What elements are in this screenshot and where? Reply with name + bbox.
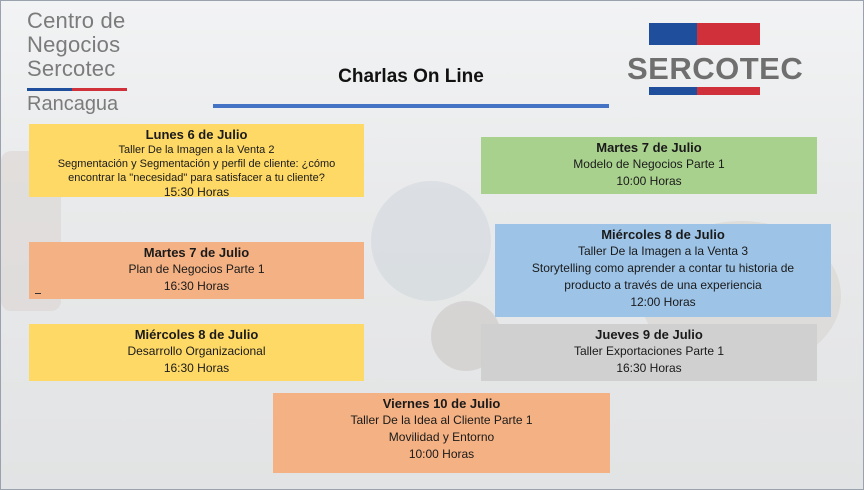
session-line: Taller Exportaciones Parte 1 bbox=[573, 344, 725, 358]
session-day: Jueves 9 de Julio bbox=[595, 327, 703, 342]
session-line: Plan de Negocios Parte 1 bbox=[128, 262, 265, 276]
session-card-thursday-9 bbox=[481, 324, 817, 381]
logo-sercotec bbox=[623, 23, 804, 98]
logo-line-3: Sercotec bbox=[27, 56, 116, 81]
session-time: 16:30 Horas bbox=[616, 361, 682, 375]
logo-city: Rancagua bbox=[27, 93, 119, 115]
logo-line-2: Negocios bbox=[27, 32, 121, 57]
session-line: Modelo de Negocios Parte 1 bbox=[573, 157, 725, 171]
session-line: Movilidad y Entorno bbox=[388, 430, 495, 444]
page-title: Charlas On Line bbox=[338, 66, 484, 87]
session-time: 16:30 Horas bbox=[163, 361, 230, 375]
session-card-monday-6 bbox=[29, 124, 364, 197]
session-card-tuesday-7-afternoon bbox=[29, 242, 364, 299]
logo-centro-negocios bbox=[27, 8, 126, 115]
session-line: Storytelling como aprender a contar tu historia de bbox=[531, 261, 795, 275]
session-time: 10:00 Horas bbox=[616, 174, 682, 188]
logo-bottom-bar bbox=[649, 87, 760, 95]
session-day: Viernes 10 de Julio bbox=[382, 396, 501, 411]
session-day: Martes 7 de Julio bbox=[596, 140, 702, 155]
session-line: Segmentación y Segmentación y perfil de cliente: ¿cómo bbox=[57, 158, 336, 170]
logo-wordmark: SERCOTEC bbox=[627, 51, 804, 86]
stray-mark bbox=[35, 293, 41, 294]
session-line: producto a través de una experiencia bbox=[564, 278, 762, 292]
session-card-wednesday-8-noon bbox=[495, 224, 831, 317]
session-time: 16:30 Horas bbox=[163, 279, 230, 293]
session-day: Lunes 6 de Julio bbox=[145, 127, 248, 142]
session-day: Miércoles 8 de Julio bbox=[601, 227, 725, 242]
session-card-tuesday-7-morning bbox=[481, 137, 817, 194]
logo-stripe bbox=[27, 88, 127, 91]
session-line: Desarrollo Organizacional bbox=[127, 344, 266, 358]
title-underline bbox=[213, 104, 609, 108]
session-line: Taller De la Idea al Cliente Parte 1 bbox=[350, 413, 533, 427]
logo-line-1: Centro de bbox=[27, 8, 126, 33]
session-time: 10:00 Horas bbox=[408, 447, 475, 461]
session-day: Martes 7 de Julio bbox=[143, 245, 250, 260]
session-card-wednesday-8-afternoon bbox=[29, 324, 364, 381]
session-time: 12:00 Horas bbox=[630, 295, 696, 309]
session-line: Taller De la Imagen a la Venta 3 bbox=[577, 244, 749, 258]
session-time: 15:30 Horas bbox=[163, 185, 230, 199]
session-card-friday-10 bbox=[273, 393, 610, 473]
logo-top-bar bbox=[649, 23, 760, 45]
session-line: Taller De la Imagen a la Venta 2 bbox=[118, 144, 275, 156]
session-line: encontrar la "necesidad" para satisfacer a tu cliente? bbox=[68, 172, 325, 184]
session-day: Miércoles 8 de Julio bbox=[134, 327, 259, 342]
